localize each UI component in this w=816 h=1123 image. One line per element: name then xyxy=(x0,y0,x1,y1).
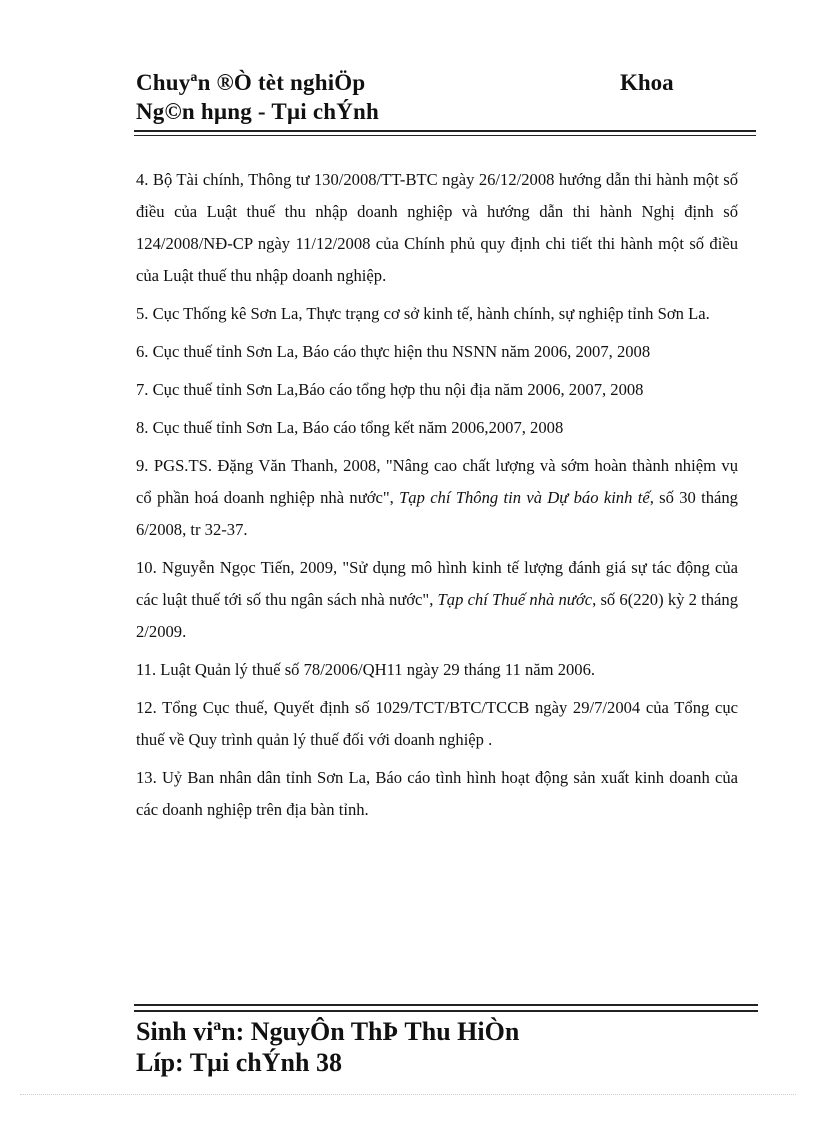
reference-text: 4. Bộ Tài chính, Thông tư 130/2008/TT-BTC ngày 26/12/2008 hướng dẫn thi hành một số điều của Luật thuế thu nhập doanh nghiệp và hướng dẫn thi hành Nghị định số 124/2008/NĐ-CP ngày 11/12/2008 của Chính phủ quy định chi tiết thi hành một số điều của Luật thuế thu nhập doanh nghiệp. xyxy=(136,170,738,285)
page-bottom-edge xyxy=(20,1094,796,1095)
reference-text: 7. Cục thuế tỉnh Sơn La,Báo cáo tổng hợp thu nội địa năm 2006, 2007, 2008 xyxy=(136,380,644,399)
header-title-line1: Chuyªn ®Ò tèt nghiÖp xyxy=(136,70,366,95)
reference-text: 8. Cục thuế tỉnh Sơn La, Báo cáo tổng kết năm 2006,2007, 2008 xyxy=(136,418,564,437)
reference-item xyxy=(136,412,738,444)
reference-text: 9. PGS.TS. Đặng Văn Thanh, 2008, "Nâng cao chất lượng và sớm hoàn thành nhiệm vụ cổ phần hoá doanh nghiệp nhà nước", xyxy=(136,456,738,507)
reference-item xyxy=(136,552,738,648)
reference-text: 12. Tổng Cục thuế, Quyết định số 1029/TCT/BTC/TCCB ngày 29/7/2004 của Tổng cục thuế về Quy trình quản lý thuế đối với doanh nghiệp . xyxy=(136,698,738,749)
page-footer xyxy=(136,1016,519,1078)
footer-class: Líp: Tµi chÝnh 38 xyxy=(136,1048,342,1077)
reference-text: 11. Luật Quản lý thuế số 78/2006/QH11 ngày 29 tháng 11 năm 2006. xyxy=(136,660,596,679)
reference-journal-title: Tạp chí Thuế nhà nước xyxy=(437,590,593,609)
reference-text: , số 6(220) kỳ 2 tháng 2/2009. xyxy=(136,590,738,641)
header-title-line2: Ng©n hµng - Tµi chÝnh xyxy=(136,99,380,124)
reference-journal-title: Tạp chí Thông tin và Dự báo kinh tế xyxy=(399,488,650,507)
reference-item xyxy=(136,654,738,686)
page-header xyxy=(136,68,379,126)
reference-item xyxy=(136,692,738,756)
reference-text: 10. Nguyễn Ngọc Tiến, 2009, "Sử dụng mô hình kinh tế lượng đánh giá sự tác động của các luật thuế tới số thu ngân sách nhà nước", xyxy=(136,558,738,609)
reference-item xyxy=(136,450,738,546)
reference-item xyxy=(136,298,738,330)
footer-divider-bottom xyxy=(134,1010,758,1012)
reference-text: 5. Cục Thống kê Sơn La, Thực trạng cơ sở kinh tế, hành chính, sự nghiệp tỉnh Sơn La. xyxy=(136,304,710,323)
footer-student-name: Sinh viªn: NguyÔn ThÞ Thu HiÒn xyxy=(136,1017,520,1046)
reference-text: 13. Uỷ Ban nhân dân tỉnh Sơn La, Báo cáo tình hình hoạt động sản xuất kinh doanh của các doanh nghiệp trên địa bàn tỉnh. xyxy=(136,768,738,819)
footer-divider-top xyxy=(134,1004,758,1006)
reference-list xyxy=(136,164,738,832)
reference-item xyxy=(136,336,738,368)
header-right-label: Khoa xyxy=(620,70,674,95)
reference-item xyxy=(136,374,738,406)
header-divider-thick xyxy=(134,130,756,132)
reference-text: , số 30 tháng 6/2008, tr 32-37. xyxy=(136,488,738,539)
header-divider-thin xyxy=(134,135,756,136)
reference-item xyxy=(136,164,738,292)
reference-item xyxy=(136,762,738,826)
reference-text: 6. Cục thuế tỉnh Sơn La, Báo cáo thực hiện thu NSNN năm 2006, 2007, 2008 xyxy=(136,342,651,361)
